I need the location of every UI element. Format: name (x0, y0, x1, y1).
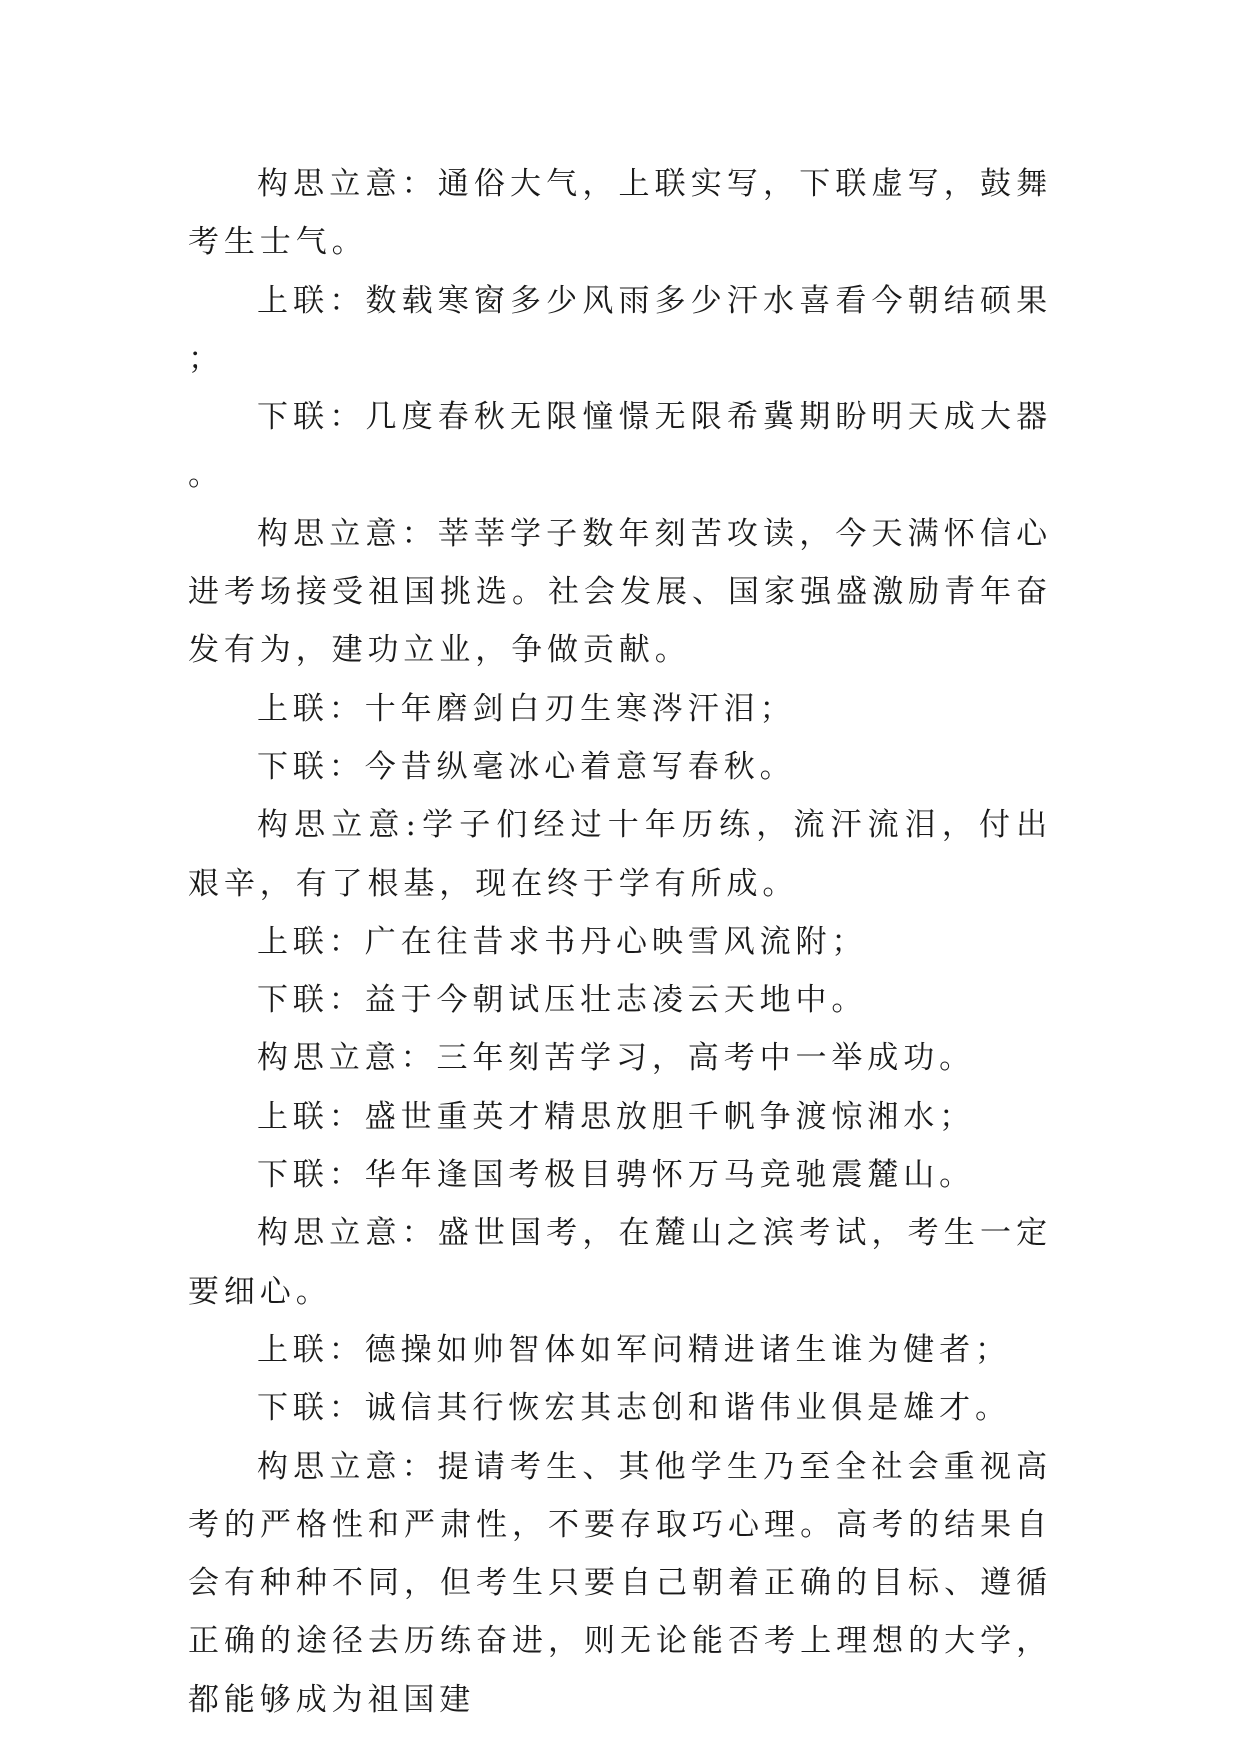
paragraph-concept-3: 构思立意:学子们经过十年历练，流汗流泪，付出艰辛，有了根基，现在终于学有所成。 (188, 807, 1052, 902)
paragraph-concept-2: 构思立意：莘莘学子数年刻苦攻读，今天满怀信心进考场接受祖国挑选。社会发展、国家强盛激励青年奋发有为，建功立业，争做贡献。 (188, 515, 1052, 669)
paragraph-lower-couplet-3: 下联：益于今朝试压壮志凌云天地中。 (257, 982, 868, 1019)
paragraph-upper-couplet-1: 上联：数载寒窗多少风雨多少汗水喜看今朝结硕果； (188, 282, 1052, 377)
paragraph-concept-5: 构思立意：盛世国考，在麓山之滨考试，考生一定要细心。 (188, 1215, 1052, 1310)
paragraph-lower-couplet-5: 下联：诚信其行恢宏其志创和谐伟业俱是雄才。 (257, 1390, 1011, 1427)
paragraph-lower-couplet-1: 下联：几度春秋无限憧憬无限希冀期盼明天成大器。 (188, 399, 1052, 494)
paragraph-concept-1: 构思立意：通俗大气，上联实写，下联虚写，鼓舞考生士气。 (188, 166, 1052, 261)
paragraph-upper-couplet-5: 上联：德操如帅智体如军问精进诸生谁为健者； (257, 1331, 1011, 1368)
document-page (188, 155, 1052, 1729)
paragraph-upper-couplet-2: 上联：十年磨剑白刃生寒涔汗泪； (257, 690, 796, 727)
paragraph-concept-4: 构思立意：三年刻苦学习，高考中一举成功。 (257, 1040, 975, 1077)
paragraph-concept-6: 构思立意：提请考生、其他学生乃至全社会重视高考的严格性和严肃性，不要存取巧心理。高考的结果自会有种种不同，但考生只要自己朝着正确的目标、遵循正确的途径去历练奋进，则无论能否考上理想的大学，都能够成为祖国建 (188, 1448, 1052, 1718)
paragraph-upper-couplet-4: 上联：盛世重英才精思放胆千帆争渡惊湘水； (257, 1098, 975, 1135)
paragraph-upper-couplet-3: 上联：广在往昔求书丹心映雪风流附； (257, 923, 868, 960)
paragraph-lower-couplet-2: 下联：今昔纵毫冰心着意写春秋。 (257, 748, 796, 785)
paragraph-lower-couplet-4: 下联：华年逢国考极目骋怀万马竞驰震麓山。 (257, 1157, 975, 1194)
